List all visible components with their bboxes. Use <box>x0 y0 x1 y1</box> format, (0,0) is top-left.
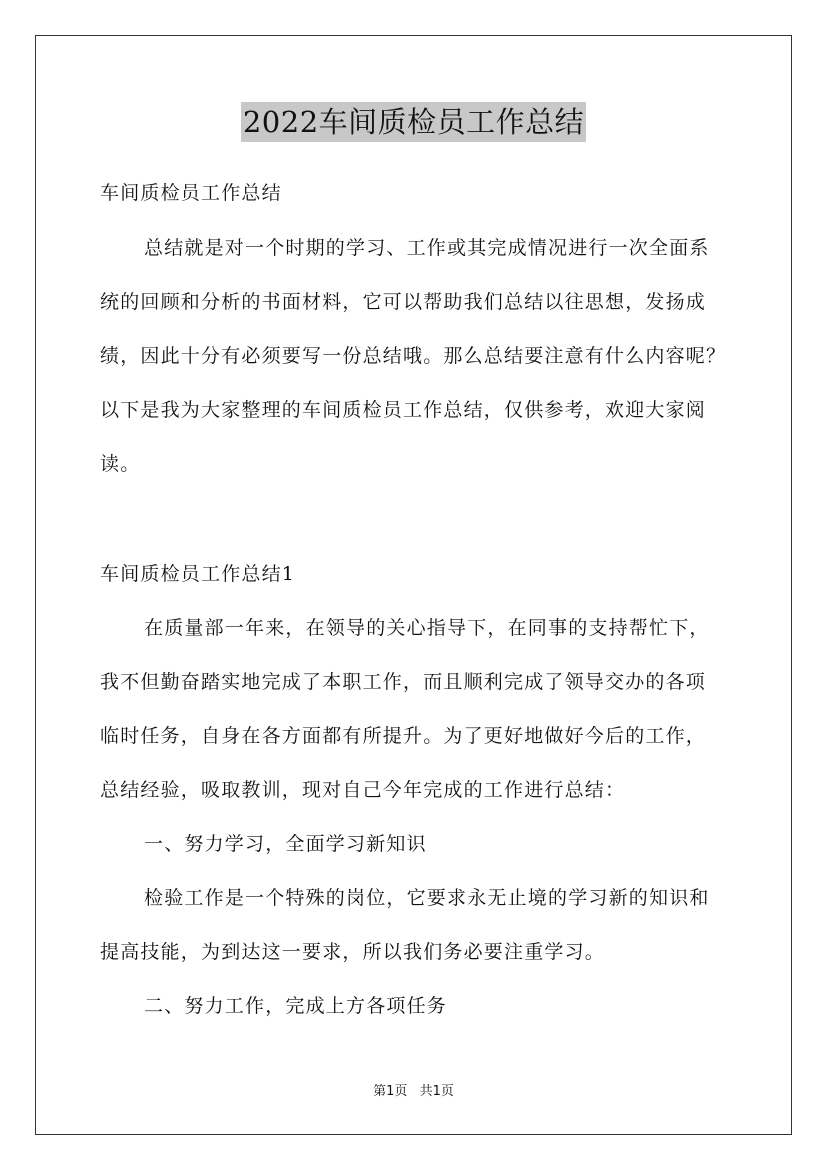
section1-line-2: 我不但勤奋踏实地完成了本职工作，而且顺利完成了领导交办的各项 <box>100 671 707 693</box>
document-subtitle: 车间质检员工作总结 <box>100 182 282 204</box>
point2-heading: 二、努力工作，完成上方各项任务 <box>144 995 448 1017</box>
title-container <box>0 102 827 142</box>
intro-line-5: 读。 <box>100 453 141 475</box>
section1-line-4: 总结经验，吸取教训，现对自己今年完成的工作进行总结： <box>100 779 626 801</box>
section1-line-3: 临时任务，自身在各方面都有所提升。为了更好地做好今后的工作， <box>100 725 707 747</box>
point1-line-2: 提高技能，为到达这一要求，所以我们务必要注重学习。 <box>100 941 606 963</box>
page-total: 共1页 <box>419 1084 454 1099</box>
document-title: 2022车间质检员工作总结 <box>241 102 586 142</box>
point1-heading: 一、努力学习，全面学习新知识 <box>144 833 427 855</box>
intro-line-1: 总结就是对一个时期的学习、工作或其完成情况进行一次全面系 <box>144 237 710 259</box>
section1-line-1: 在质量部一年来，在领导的关心指导下，在同事的支持帮忙下， <box>144 617 710 639</box>
intro-line-4: 以下是我为大家整理的车间质检员工作总结，仅供参考，欢迎大家阅 <box>100 399 707 421</box>
intro-line-3: 绩，因此十分有必须要写一份总结哦。那么总结要注意有什么内容呢？ <box>100 345 727 367</box>
point1-line-1: 检验工作是一个特殊的岗位，它要求永无止境的学习新的知识和 <box>144 887 710 909</box>
page-number: 第1页 <box>373 1084 408 1099</box>
intro-line-2: 统的回顾和分析的书面材料，它可以帮助我们总结以往思想，发扬成 <box>100 291 707 313</box>
section1-heading: 车间质检员工作总结1 <box>100 563 296 585</box>
page-footer <box>0 1083 827 1101</box>
